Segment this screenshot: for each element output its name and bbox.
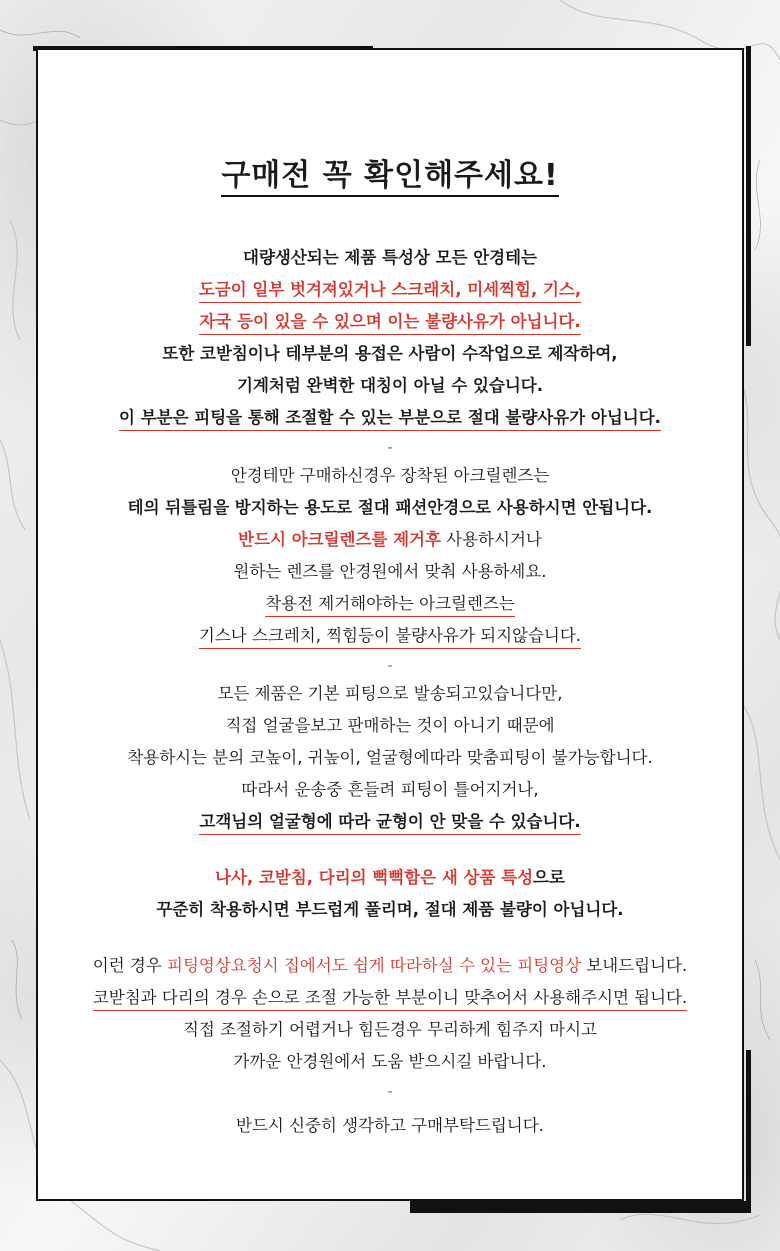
separator-dash: - xyxy=(387,658,393,674)
notice-line-6: 이 부분은 피팅을 통해 조절할 수 있는 부분으로 절대 불량사유가 아닙니다. xyxy=(38,406,742,430)
notice-line-5: 기계처럼 완벽한 대칭이 아닐 수 있습니다. xyxy=(237,376,543,395)
notice-line-2: 도금이 일부 벗겨져있거나 스크래치, 미세찍힘, 기스, xyxy=(38,278,742,302)
notice-line-9: 반드시 아크릴렌즈를 제거후 사용하시거나 xyxy=(238,530,542,549)
notice-line-16: 따라서 운송중 흔들려 피팅이 틀어지거나, xyxy=(241,780,539,799)
frame-shadow-right xyxy=(746,46,751,346)
frame-shadow-right-lower xyxy=(746,1050,751,1213)
notice-line-19: 꾸준히 착용하시면 부드럽게 풀리며, 절대 제품 불량이 아닙니다. xyxy=(156,900,624,919)
notice-card xyxy=(36,48,744,1201)
notice-line-4: 또한 코받침이나 테부분의 용접은 사람이 수작업으로 제작하여, xyxy=(162,344,618,363)
notice-line-20: 이런 경우 피팅영상요청시 집에서도 쉽게 따라하실 수 있는 피팅영상 보내드립니다. xyxy=(92,956,688,975)
notice-line-21: 코받침과 다리의 경우 손으로 조절 가능한 부분이니 맞추어서 사용해주시면 됩니다. xyxy=(38,986,742,1010)
notice-line-10: 원하는 렌즈를 안경원에서 맞춰 사용하세요. xyxy=(233,562,547,581)
notice-line-17: 고객님의 얼굴형에 따라 균형이 안 맞을 수 있습니다. xyxy=(38,810,742,834)
notice-line-18: 나사, 코받침, 다리의 뻑뻑함은 새 상품 특성으로 xyxy=(215,868,565,887)
notice-line-11: 착용전 제거해야하는 아크릴렌즈는 xyxy=(38,592,742,616)
notice-line-8: 테의 뒤틀림을 방지하는 용도로 절대 패션안경으로 사용하시면 안됩니다. xyxy=(127,498,653,517)
notice-line-24: 반드시 신중히 생각하고 구매부탁드립니다. xyxy=(236,1116,544,1135)
notice-title-text: 구매전 꼭 확인해주세요! xyxy=(221,158,558,197)
frame-shadow-bottom xyxy=(410,1201,751,1213)
notice-line-12: 기스나 스크레치, 찍힘등이 불량사유가 되지않습니다. xyxy=(38,624,742,648)
notice-line-23: 가까운 안경원에서 도움 받으시길 바랍니다. xyxy=(233,1052,547,1071)
notice-line-13: 모든 제품은 기본 피팅으로 발송되고있습니다만, xyxy=(217,684,563,703)
notice-line-14: 직접 얼굴을보고 판매하는 것이 아니기 때문에 xyxy=(225,716,555,735)
notice-line-15: 착용하시는 분의 코높이, 귀높이, 얼굴형에따라 맞춤피팅이 불가능합니다. xyxy=(127,748,653,767)
notice-line-3: 자국 등이 있을 수 있으며 이는 불량사유가 아닙니다. xyxy=(38,310,742,334)
separator-dash: - xyxy=(387,440,393,456)
notice-title xyxy=(38,150,742,194)
separator-dash: - xyxy=(387,1084,393,1100)
notice-line-1: 대량생산되는 제품 특성상 모든 안경테는 xyxy=(243,248,537,267)
notice-line-7: 안경테만 구매하신경우 장착된 아크릴렌즈는 xyxy=(230,466,550,485)
notice-line-22: 직접 조절하기 어렵거나 힘든경우 무리하게 힘주지 마시고 xyxy=(182,1020,597,1039)
